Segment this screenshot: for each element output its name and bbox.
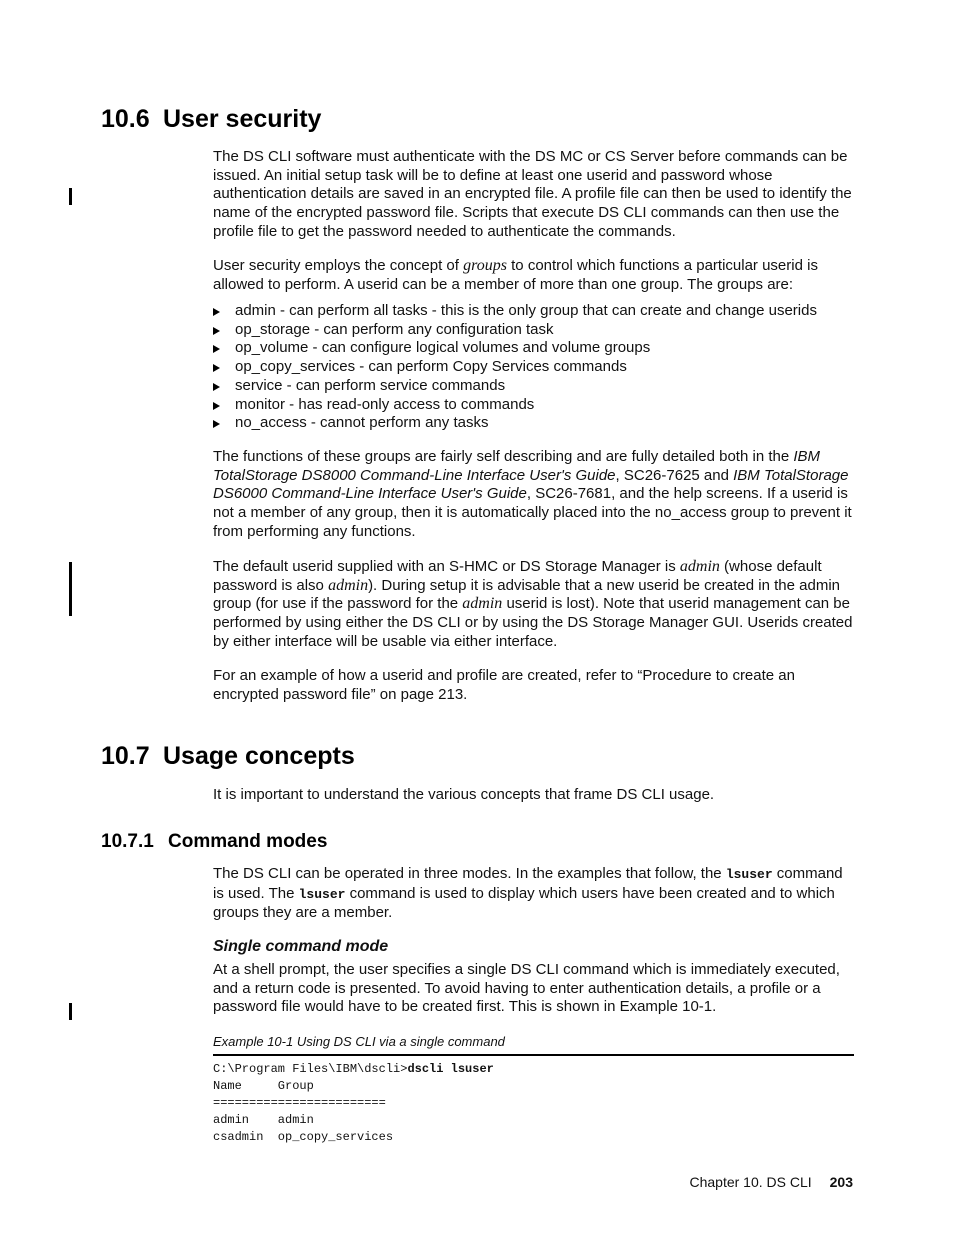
list-item-text: admin - can perform all tasks - this is the only group that can create and change userids: [235, 302, 817, 319]
example-caption: Example 10-1 Using DS CLI via a single command: [213, 1034, 505, 1049]
list-item-text: monitor - has read-only access to commands: [235, 395, 535, 413]
list-item-text: op_volume - can configure logical volumes and volume groups: [235, 339, 651, 357]
list-item: [213, 358, 853, 377]
change-bar: [69, 188, 72, 205]
change-bar: [69, 1003, 72, 1020]
text-run: The default userid supplied with an S-HMC or DS Storage Manager is: [213, 558, 680, 575]
text-run: , SC26-7625 and: [615, 466, 734, 484]
list-item-text: service - can perform service commands: [235, 376, 506, 394]
code-line: ========================: [213, 1096, 386, 1110]
code-line: csadmin op_copy_services: [213, 1130, 394, 1144]
subsection-heading-10-7-1: [101, 831, 327, 853]
list-item: [213, 377, 853, 396]
text-run: User security employs the concept of: [213, 257, 464, 274]
text-run: command is used. The: [213, 865, 843, 902]
section-title: User security: [163, 105, 322, 133]
list-item: [213, 414, 853, 433]
section-title: Command modes: [168, 831, 328, 852]
section-heading-10-6: [101, 105, 321, 134]
emphasis: admin: [462, 595, 503, 613]
paragraph: The DS CLI software must authenticate with the DS MC or CS Server before commands can be issued. An initial setup task will be to define at least one userid and password whose authentication details are saved in an encrypted file. A profile file can then be used to identify the name of the encrypted password file. Scripts that execute DS CLI commands can then use the profile file to get the password needed to authenticate the commands.: [213, 148, 852, 240]
subsection-subhead: Single command mode: [213, 938, 389, 955]
list-item-text: no_access - cannot perform any tasks: [235, 414, 489, 432]
paragraph: [213, 865, 853, 923]
example-rule: [213, 1054, 854, 1056]
change-bar: [69, 562, 72, 616]
paragraph: [213, 448, 853, 542]
list-item-text: op_storage - can perform any configuration task: [235, 320, 554, 338]
list-item: [213, 339, 853, 358]
bullet-triangle-icon: [213, 420, 220, 428]
bullet-triangle-icon: [213, 308, 220, 316]
text-run: command is used to display which users have been created and to which groups they are a member.: [213, 884, 835, 922]
list-item: [213, 396, 853, 415]
text-run: to control which functions a particular userid is allowed to perform. A userid can be a member of more than one group. The groups are:: [213, 257, 818, 293]
page-number: 203: [829, 1174, 853, 1190]
text-run: The functions of these groups are fairly self describing and are fully detailed both in the: [213, 448, 794, 465]
paragraph: It is important to understand the various concepts that frame DS CLI usage.: [213, 786, 715, 803]
text-run: userid is lost). Note that userid management can be performed by using either the DS CLI or by using the DS Storage Manager GUI. Userids created by either interface will be usable via either interface.: [213, 595, 853, 650]
bullet-triangle-icon: [213, 364, 220, 372]
list-item: [213, 302, 853, 321]
code-prompt: C:\Program Files\IBM\dscli>: [213, 1062, 408, 1076]
section-number: 10.7: [101, 742, 150, 770]
group-list: [213, 302, 853, 433]
bullet-triangle-icon: [213, 402, 220, 410]
text-run: ). During setup it is advisable that a new userid be created in the admin group (for use if the password for the: [213, 576, 840, 613]
book-title: IBM TotalStorage DS8000 Command-Line Interface User's Guide: [213, 448, 821, 484]
command-name: lsuser: [725, 867, 773, 882]
code-line: admin admin: [213, 1113, 314, 1127]
emphasis: admin: [679, 558, 720, 575]
emphasis: groups: [463, 257, 507, 274]
section-heading-10-7: [101, 742, 355, 771]
code-command: dscli lsuser: [407, 1062, 494, 1076]
text-run: (whose default password is also: [213, 558, 822, 594]
footer-chapter: Chapter 10. DS CLI: [689, 1174, 812, 1190]
book-title: IBM TotalStorage DS6000 Command-Line Interface User's Guide: [213, 466, 849, 503]
section-title: Usage concepts: [163, 742, 355, 770]
code-line: Name Group: [213, 1079, 314, 1093]
paragraph: [213, 257, 853, 294]
paragraph: At a shell prompt, the user specifies a single DS CLI command which is immediately executed, and a return code is presented. To avoid having to enter authentication details, a profile or a password file would have to be created first. This is shown in Example 10-1.: [213, 961, 840, 1016]
code-example: [213, 1061, 494, 1146]
paragraph: For an example of how a userid and profile are created, refer to “Procedure to create an encrypted password file” on page 213.: [213, 667, 795, 703]
list-item-text: op_copy_services - can perform Copy Services commands: [235, 358, 627, 376]
paragraph: [213, 558, 853, 652]
bullet-triangle-icon: [213, 345, 220, 353]
emphasis: admin: [328, 576, 369, 594]
text-run: , SC26-7681, and the help screens. If a userid is not a member of any group, then it is automatically placed into the no_access group to prevent it from performing any functions.: [213, 485, 852, 540]
bullet-triangle-icon: [213, 383, 220, 391]
page-footer: [689, 1174, 853, 1190]
section-number: 10.7.1: [101, 831, 154, 852]
section-number: 10.6: [101, 105, 150, 133]
text-run: The DS CLI can be operated in three modes. In the examples that follow, the: [213, 865, 726, 882]
command-name: lsuser: [298, 886, 346, 902]
bullet-triangle-icon: [213, 327, 220, 335]
list-item: [213, 321, 853, 340]
